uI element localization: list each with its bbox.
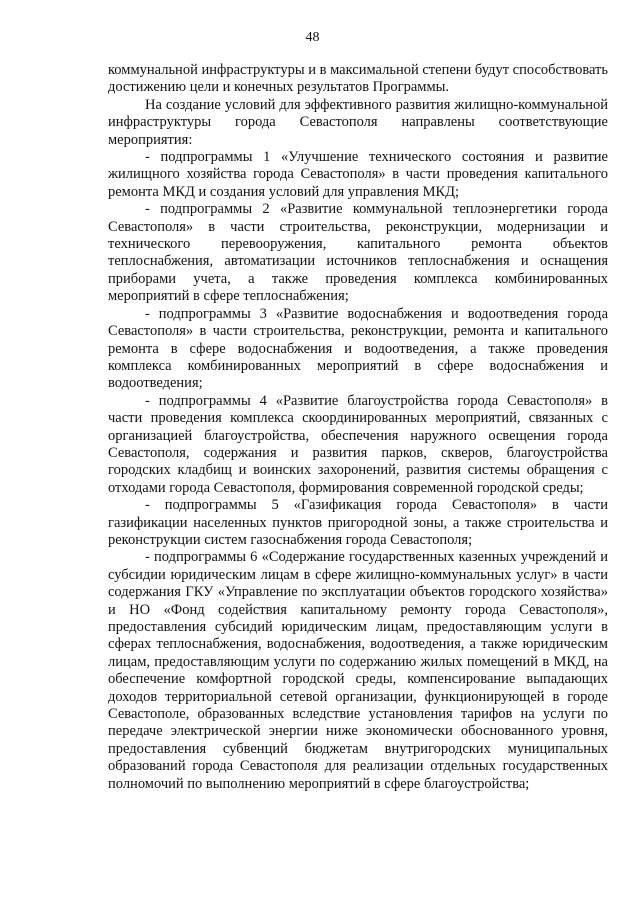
list-item-subprogram-1: - подпрограммы 1 «Улучшение технического состояния и развитие жилищного хозяйства города Севастополя» в части проведения капитального ремонта МКД и создания условий для управления МКД; (108, 149, 608, 200)
list-item-subprogram-6: - подпрограммы 6 «Содержание государственных казенных учреждений и субсидии юридическим лицам в сфере жилищно-коммунальных услуг» в части содержания ГКУ «Управление по эксплуатации объектов городского хозяйства» и НО «Фонд содействия капитальному ремонту города Севастополя», предоставления субсидий юридическим лицам, предоставляющим услуги в сферах теплоснабжения, водоснабжения, водоотведения, а также юридическим лицам, предоставляющим услуги по содержанию жилых помещений в МКД, на обеспечение комфортной городской среды, компенсирование выпадающих доходов территориальной сетевой организации, функционирующей в городе Севастополе, образованных вследствие установления тарифов на услуги по передаче электрической энергии ниже экономически обоснованного уровня, предоставления субвенций бюджетам внутригородских муниципальных образований города Севастополя для реализации отдельных государственных полномочий по выполнению мероприятий в сфере благоустройства; (108, 549, 608, 792)
list-item-subprogram-3: - подпрограммы 3 «Развитие водоснабжения и водоотведения города Севастополя» в части строительства, реконструкции, ремонта и капитального ремонта в сфере водоснабжения и водоотведения, а также проведения комплекса комбинированных мероприятий в сфере водоснабжения и водоотведения; (108, 305, 608, 392)
list-item-subprogram-4: - подпрограммы 4 «Развитие благоустройства города Севастополя» в части проведения комплекса скоординированных мероприятий, связанных с организацией благоустройства, обеспечения наружного освещения города Севастополя, содержания и развития парков, скверов, благоустройства городских кладбищ и воинских захоронений, развития системы обращения с отходами города Севастополя, формирования современной городской среды; (108, 392, 608, 496)
paragraph-intro: На создание условий для эффективного развития жилищно-коммунальной инфраструктуры города Севастополя направлены соответствующие мероприятия: (108, 96, 608, 148)
document-body (108, 62, 608, 793)
page-number: 48 (305, 30, 320, 45)
paragraph-continuation: коммунальной инфраструктуры и в максимальной степени будут способствовать достижению цели и конечных результатов Программы. (108, 62, 608, 96)
list-item-subprogram-2: - подпрограммы 2 «Развитие коммунальной теплоэнергетики города Севастополя» в части строительства, реконструкции, модернизации и технического перевооружения, капитального ремонта объектов теплоснабжения, автоматизации источников теплоснабжения и оснащения приборами учета, а также проведения комплекса комбинированных мероприятий в сфере теплоснабжения; (108, 201, 608, 305)
list-item-subprogram-5: - подпрограммы 5 «Газификация города Севастополя» в части газификации населенных пунктов пригородной зоны, а также строительства и реконструкции систем газоснабжения города Севастополя; (108, 497, 608, 548)
